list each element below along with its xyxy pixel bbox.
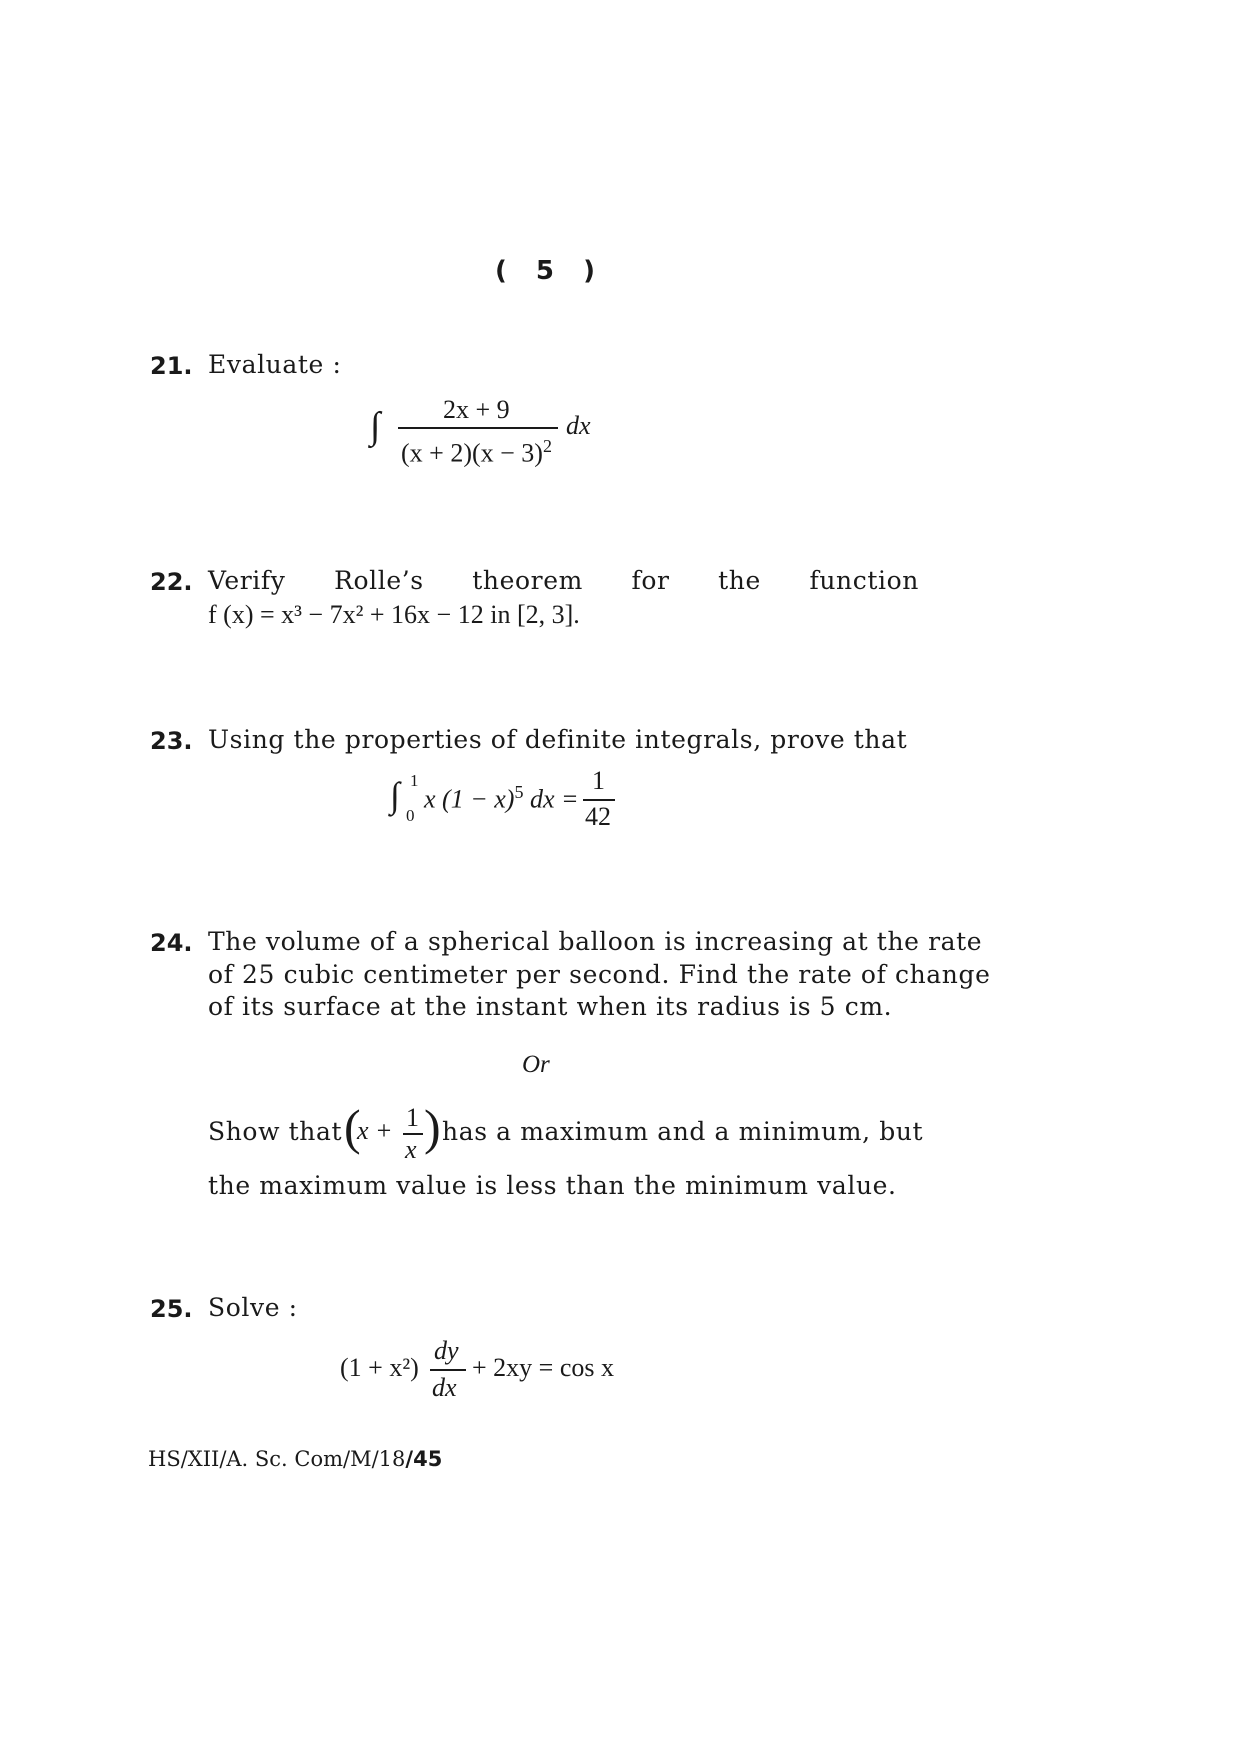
fraction-denominator: $(x + 2)(x - 3)^2$ — [401, 436, 552, 468]
equation-lhs: (1 + x²) — [340, 1353, 419, 1382]
question-text: Solve : — [208, 1293, 298, 1322]
integral-sign: ∫ — [390, 775, 400, 815]
close-paren: ) — [424, 1099, 441, 1155]
question-text: Evaluate : — [208, 350, 342, 379]
function-expression: f (x) = x³ − 7x² + 16x − 12 in [2, 3]. — [208, 600, 580, 629]
alt-prefix: Show that — [208, 1117, 343, 1146]
page-number: ( 5 ) — [495, 256, 605, 286]
differential: dx — [566, 411, 591, 440]
or-separator: Or — [522, 1051, 550, 1078]
question-line: of 25 cubic centimeter per second. Find the rate of change — [208, 960, 991, 989]
question-line: The volume of a spherical balloon is increasing at the rate — [208, 927, 983, 956]
derivative-denominator: dx — [432, 1373, 457, 1402]
rhs-numerator: 1 — [592, 766, 605, 795]
question-number: 22. — [150, 568, 193, 596]
question-number: 24. — [150, 929, 193, 957]
fraction-bar — [398, 427, 558, 429]
alt-frac-num: 1 — [406, 1103, 419, 1132]
equation-rhs: + 2xy = cos x — [472, 1353, 614, 1382]
question-text-line: Verify Rolle’s theorem for the function — [208, 566, 919, 595]
paper-code: HS/XII/A. Sc. Com/M/18/45 — [148, 1447, 443, 1471]
question-number: 25. — [150, 1295, 193, 1323]
alt-suffix: has a maximum and a minimum, but — [442, 1117, 924, 1146]
question-number: 23. — [150, 727, 193, 755]
integral-sign: ∫ — [370, 405, 381, 447]
derivative-numerator: dy — [434, 1336, 459, 1365]
question-text: Using the properties of definite integrals, prove that — [208, 725, 908, 754]
integrand: x $(1 - x)^5$ dx = — [424, 782, 579, 814]
alt-line-2: the maximum value is less than the minimum value. — [208, 1171, 897, 1200]
question-number: 21. — [150, 352, 193, 380]
alt-frac-den: x — [405, 1135, 417, 1164]
lower-limit: 0 — [406, 806, 415, 825]
upper-limit: 1 — [410, 771, 419, 790]
fraction-bar — [430, 1369, 466, 1371]
fraction-bar — [583, 799, 615, 801]
question-line: of its surface at the instant when its radius is 5 cm. — [208, 992, 893, 1021]
open-paren: ( — [344, 1099, 361, 1155]
alt-expr-x: x + — [357, 1116, 393, 1145]
fraction-numerator: 2x + 9 — [443, 395, 510, 424]
rhs-denominator: 42 — [585, 802, 611, 831]
